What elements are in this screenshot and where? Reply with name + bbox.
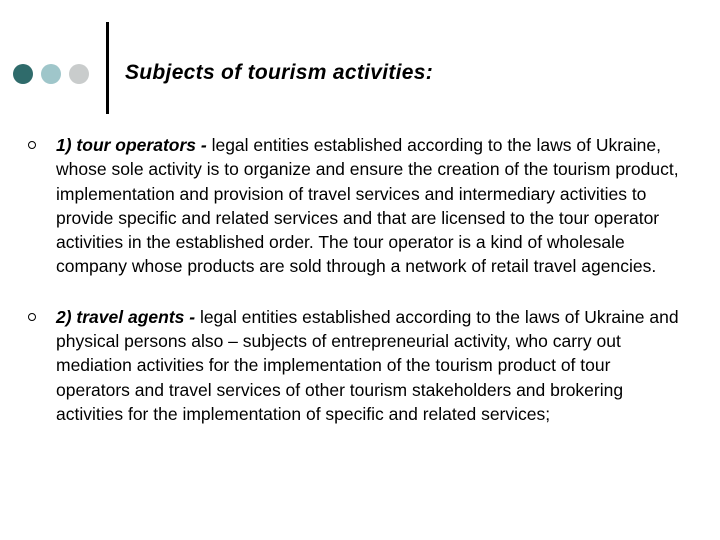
decorative-dots <box>13 64 89 84</box>
bullet-item-tour-operators <box>28 133 688 279</box>
bullet-lead: 1) tour operators - <box>56 135 207 155</box>
bullet-text: legal entities established according to the laws of Ukraine and physical persons also – subjects of entrepreneurial activity, who carry out mediation activities for the implementation of the tourism product of tour operators and travel services of other tourism stakeholders and brokering activities for the implementation of specific and related services; <box>56 306 679 424</box>
vertical-divider <box>106 22 109 114</box>
dot-light-teal <box>41 64 61 84</box>
bullet-list <box>28 133 688 426</box>
bullet-lead: 2) travel agents - <box>56 306 196 327</box>
bullet-item-travel-agents <box>28 305 688 426</box>
dot-light-grey <box>69 64 89 84</box>
bullet-circle-icon <box>28 141 36 149</box>
bullet-circle-icon <box>28 313 36 321</box>
dot-dark-teal <box>13 64 33 84</box>
slide-title: Subjects of tourism activities: <box>125 61 434 84</box>
bullet-text: legal entities established according to the laws of Ukraine, whose sole activity is to organize and ensure the creation of the tourism product, implementation and provision of travel services and intermediary activities to provide specific and related services and that are licensed to the tour operator activities in the established order. The tour operator is a kind of wholesale company whose products are sold through a network of retail travel agencies. <box>56 135 679 277</box>
